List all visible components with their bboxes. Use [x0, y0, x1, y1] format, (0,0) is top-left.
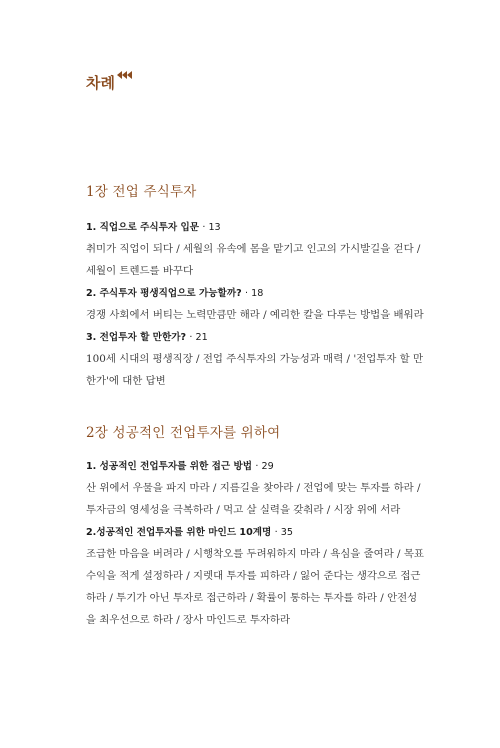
section-heading: 2. 주식투자 평생직업으로 가능할까? · 18	[86, 288, 264, 299]
section-body: 경쟁 사회에서 버티는 노력만큼만 해라 / 예리한 칼을 다루는 방법을 배워라	[86, 309, 424, 321]
section-body: 조급한 마음을 버려라 / 시행착오를 두려워하지 마라 / 욕심을 줄여라 / 목표 수익을 적게 설정하라 / 지렛대 투자를 피하라 / 잃어 준다는 생각으로 접근 하라 / 투기가 아닌 투자로 접근하라 / 확률이 통하는 투자를 하라 / 안전성 을 최우선으로 하라 / 장사 마인드로 투자하라	[86, 548, 424, 626]
toc-title-text: 차례	[86, 74, 115, 92]
page-number: · 13	[202, 222, 221, 233]
chapter-1-title: 1장 전업 주식투자	[86, 184, 197, 200]
page-number: · 21	[189, 332, 208, 343]
section-body: 취미가 직업이 되다 / 세월의 유속에 몸을 맡기고 인고의 가시발길을 걷다 / 세월이 트렌드를 바꾸다	[86, 243, 421, 277]
section-heading: 3. 전업투자 할 만한가? · 21	[86, 332, 208, 343]
page-number: · 18	[245, 288, 264, 299]
section-heading: 1. 직업으로 주식투자 입문 · 13	[86, 222, 221, 233]
toc-title	[86, 72, 133, 93]
triple-left-arrow-icon	[117, 71, 133, 79]
section-heading: 2.성공적인 전업투자를 위한 마인드 10계명 · 35	[86, 527, 293, 538]
section-body: 산 위에서 우물을 파지 마라 / 지름길을 찾아라 / 전업에 맞는 투자를 하라 / 투자금의 영세성을 극복하라 / 먹고 살 실력을 갖춰라 / 시장 위에 서라	[86, 482, 421, 516]
chapter-2-title: 2장 성공적인 전업투자를 위하여	[86, 425, 281, 441]
page-number: · 35	[274, 527, 293, 538]
chapter-2-sections	[86, 459, 426, 635]
section-heading: 1. 성공적인 전업투자를 위한 접근 방법 · 29	[86, 461, 274, 472]
chapter-1-sections	[86, 220, 426, 396]
section-body: 100세 시대의 평생직장 / 전업 주식투자의 가능성과 매력 / '전업투자 할 만 한가'에 대한 답변	[86, 353, 424, 387]
page-number: · 29	[255, 461, 274, 472]
